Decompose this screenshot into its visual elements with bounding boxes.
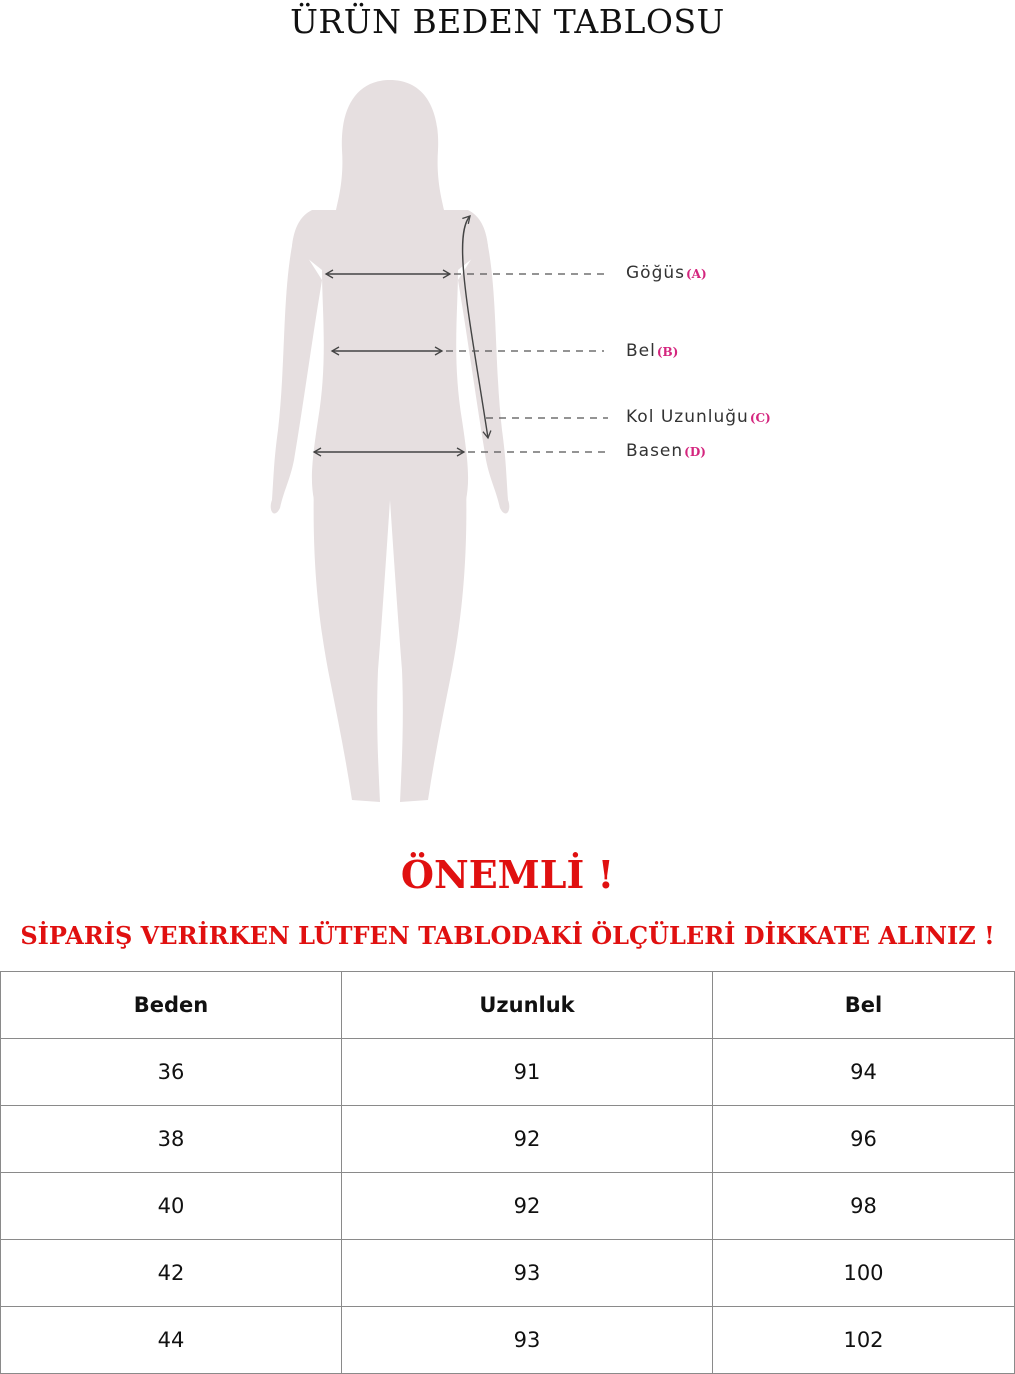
important-heading: ÖNEMLİ ! — [400, 852, 615, 897]
measurement-label-hip: Basen(D) — [626, 441, 706, 461]
table-row — [1, 1039, 1015, 1106]
table-row — [1, 1173, 1015, 1240]
warning-text: SİPARİŞ VERİRKEN LÜTFEN TABLODAKİ ÖLÇÜLERİ DİKKATE ALINIZ ! — [20, 921, 995, 950]
header-waist: Bel — [713, 972, 1015, 1039]
measurement-label-waist: Bel(B) — [626, 341, 679, 361]
size-table — [0, 971, 1015, 1374]
table-row — [1, 1106, 1015, 1173]
cell-size: 38 — [1, 1106, 342, 1173]
header-length: Uzunluk — [342, 972, 713, 1039]
cell-length: 92 — [342, 1106, 713, 1173]
table-row — [1, 1240, 1015, 1307]
cell-length: 93 — [342, 1240, 713, 1307]
table-row — [1, 1307, 1015, 1374]
body-silhouette-illustration — [0, 60, 1015, 820]
cell-size: 44 — [1, 1307, 342, 1374]
cell-waist: 98 — [713, 1173, 1015, 1240]
cell-size: 36 — [1, 1039, 342, 1106]
measurement-label-chest: Göğüs(A) — [626, 263, 707, 283]
cell-size: 40 — [1, 1173, 342, 1240]
table-header-row — [1, 972, 1015, 1039]
cell-length: 92 — [342, 1173, 713, 1240]
measurement-label-sleeve: Kol Uzunluğu(C) — [626, 407, 771, 427]
cell-waist: 102 — [713, 1307, 1015, 1374]
woman-silhouette — [271, 80, 510, 802]
cell-waist: 96 — [713, 1106, 1015, 1173]
cell-waist: 100 — [713, 1240, 1015, 1307]
page-title: ÜRÜN BEDEN TABLOSU — [290, 2, 725, 41]
measurement-diagram — [0, 60, 1015, 820]
cell-size: 42 — [1, 1240, 342, 1307]
cell-length: 93 — [342, 1307, 713, 1374]
cell-waist: 94 — [713, 1039, 1015, 1106]
cell-length: 91 — [342, 1039, 713, 1106]
header-size: Beden — [1, 972, 342, 1039]
